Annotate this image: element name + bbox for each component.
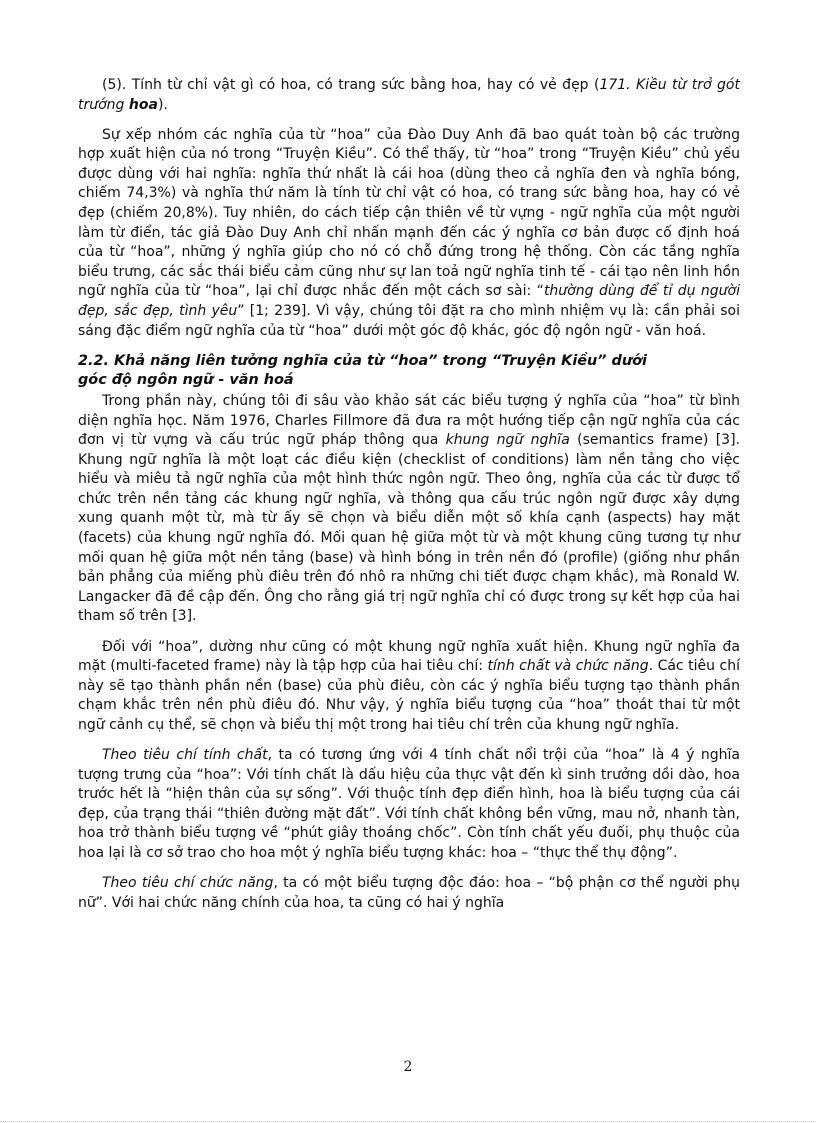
p2-text-a: Sự xếp nhóm các nghĩa của từ “hoa” của Đào Duy Anh đã bao quát toàn bộ các trường hợp xuất hiện của nó trong “Truyện Kiều”. Có thể thấy, từ “hoa” trong “Truyện Kiều” chủ yếu được dùng với hai nghĩa: nghĩa thứ nhất là cái hoa (dùng theo cả nghĩa đen và nghĩa bóng, chiếm 74,3%) và nghĩa thứ năm là tính từ chỉ vật có hoa, có trang sức bằng hoa, hay có vẻ đẹp (chiếm 20,8%). Tuy nhiên, do cách tiếp cận thiên về từ vựng - ngữ nghĩa của một người làm từ điển, tác giả Đào Duy Anh chỉ nhấn mạnh đến các ý nghĩa cơ bản được cố định hoá của từ “hoa”, những ý nghĩa giúp cho nó có chỗ đứng trong hệ thống. Còn các tầng nghĩa biểu trưng, các sắc thái biểu cảm cũng như sự lan toả ngữ nghĩa tinh tế - cái tạo nên linh hồn ngữ nghĩa của từ “hoa”, lại chỉ được nhắc đến một cách sơ sài: “ xyxy=(78,126,740,300)
p6-lead: Theo tiêu chí chức năng xyxy=(102,875,274,892)
page-number: 2 xyxy=(403,1059,413,1075)
section-heading xyxy=(78,352,740,391)
p4-text-c: . Các tiêu chí này sẽ tạo thành phần nền (base) của phù điêu, còn các ý nghĩa biểu tượng tạo thành phần chạm khắc trên nền phù điêu đó. Như vậy, ý nghĩa biểu tượng của “hoa” thoát thai từ một ngữ cảnh cụ thể, sẽ chọn và biểu thị một trong hai tiêu chí trên của khung ngữ nghĩa. xyxy=(78,658,740,733)
paragraph-6 xyxy=(78,874,740,913)
paragraph-5 xyxy=(78,746,740,864)
paragraph-3 xyxy=(78,392,740,627)
page-body xyxy=(78,76,740,924)
p3-text-c: (semantics frame) [3]. Khung ngữ nghĩa là một loạt các điều kiện (checklist of conditions) làm nền tảng cho việc hiểu và miêu tả ngữ nghĩa của một hình thức ngôn ngữ. Theo ông, nghĩa của các từ được tổ chức trên nền tảng các khung ngữ nghĩa, và thông qua cấu trúc ngôn ngữ được xây dựng xung quanh một từ, mà từ ấy sẽ chọn và biểu diễn một số khía cạnh (aspects) hay mặt (facets) của khung ngữ nghĩa đó. Mối quan hệ giữa một từ và một khung cũng tương tự như mối quan hệ giữa một nền tảng (base) và hình bóng in trên nền đó (profile) (giống như phần bản phẳng của miếng phù điêu trên đó nhô ra những chi tiết được chạm khắc), mà Ronald W. Langacker đã đề cập đến. Ông cho rằng giá trị ngữ nghĩa chỉ có được trong sự kết hợp của hai tham số trên [3]. xyxy=(78,432,741,625)
paragraph-1 xyxy=(78,76,740,115)
section-heading-line-2: góc độ ngôn ngữ - văn hoá xyxy=(78,372,294,389)
p2-quote: thường dùng để tỉ dụ người đẹp, sắc đẹp, tình yêu xyxy=(78,283,741,320)
paragraph-4 xyxy=(78,638,740,736)
p1-citation-keyword: hoa xyxy=(128,96,158,113)
p2-text-c: ” [1; 239]. Vì vậy, chúng tôi đặt ra cho mình nhiệm vụ là: cần phải soi sáng đặc điểm ngữ nghĩa của từ “hoa” dưới một góc độ khác, góc độ ngôn ngữ - văn hoá. xyxy=(78,303,740,339)
p4-text-a: Đối với “hoa”, dường như cũng có một khung ngữ nghĩa xuất hiện. Khung ngữ nghĩa đa mặt (multi-faceted frame) này là tập hợp của hai tiêu chí: xyxy=(78,638,740,675)
page-bottom-divider xyxy=(0,1121,816,1122)
p3-term: khung ngữ nghĩa xyxy=(445,432,570,449)
p5-lead: Theo tiêu chí tính chất xyxy=(102,747,268,763)
section-heading-line-1: 2.2. Khả năng liên tưởng nghĩa của từ “hoa” trong “Truyện Kiều” dưới xyxy=(78,352,647,369)
p1-text-a: (5). Tính từ chỉ vật gì có hoa, có trang sức bằng hoa, hay có vẻ đẹp ( xyxy=(102,77,600,93)
p5-text-b: , ta có tương ứng với 4 tính chất nổi trội của “hoa” là 4 ý nghĩa tượng trưng của “hoa”: Với tính chất là dấu hiệu của thực vật đến kì sinh trưởng dồi dào, hoa trước hết là “hiện thân của sự sống”. Với thuộc tính đẹp điển hình, hoa là biểu tượng của cái đẹp, của trạng thái “thiên đường mặt đất”. Với tính chất không bền vững, mau nở, nhanh tàn, hoa trở thành biểu tượng về “phút giây thoáng chốc”. Còn tính chất yếu đuối, phụ thuộc của hoa lại là cơ sở trao cho hoa một ý nghĩa biểu tượng khác: hoa – “thực thể thụ động”. xyxy=(78,747,740,861)
p1-citation: 171. Kiều từ trở gót trướng xyxy=(78,77,740,113)
p4-term: tính chất và chức năng xyxy=(487,658,649,675)
p6-text-b: , ta có một biểu tượng độc đáo: hoa – “bộ phận cơ thể người phụ nữ”. Với hai chức năng chính của hoa, ta cũng có hai ý nghĩa xyxy=(78,875,740,911)
p1-text-d: ). xyxy=(157,96,168,113)
p3-text-a: Trong phần này, chúng tôi đi sâu vào khảo sát các biểu tượng ý nghĩa của “hoa” từ bình diện nghĩa học. Năm 1976, Charles Fillmore đã đưa ra một hướng tiếp cận ngữ nghĩa của các đơn vị từ vựng và cấu trúc ngữ pháp thông qua xyxy=(78,392,740,449)
paragraph-2 xyxy=(78,126,740,342)
